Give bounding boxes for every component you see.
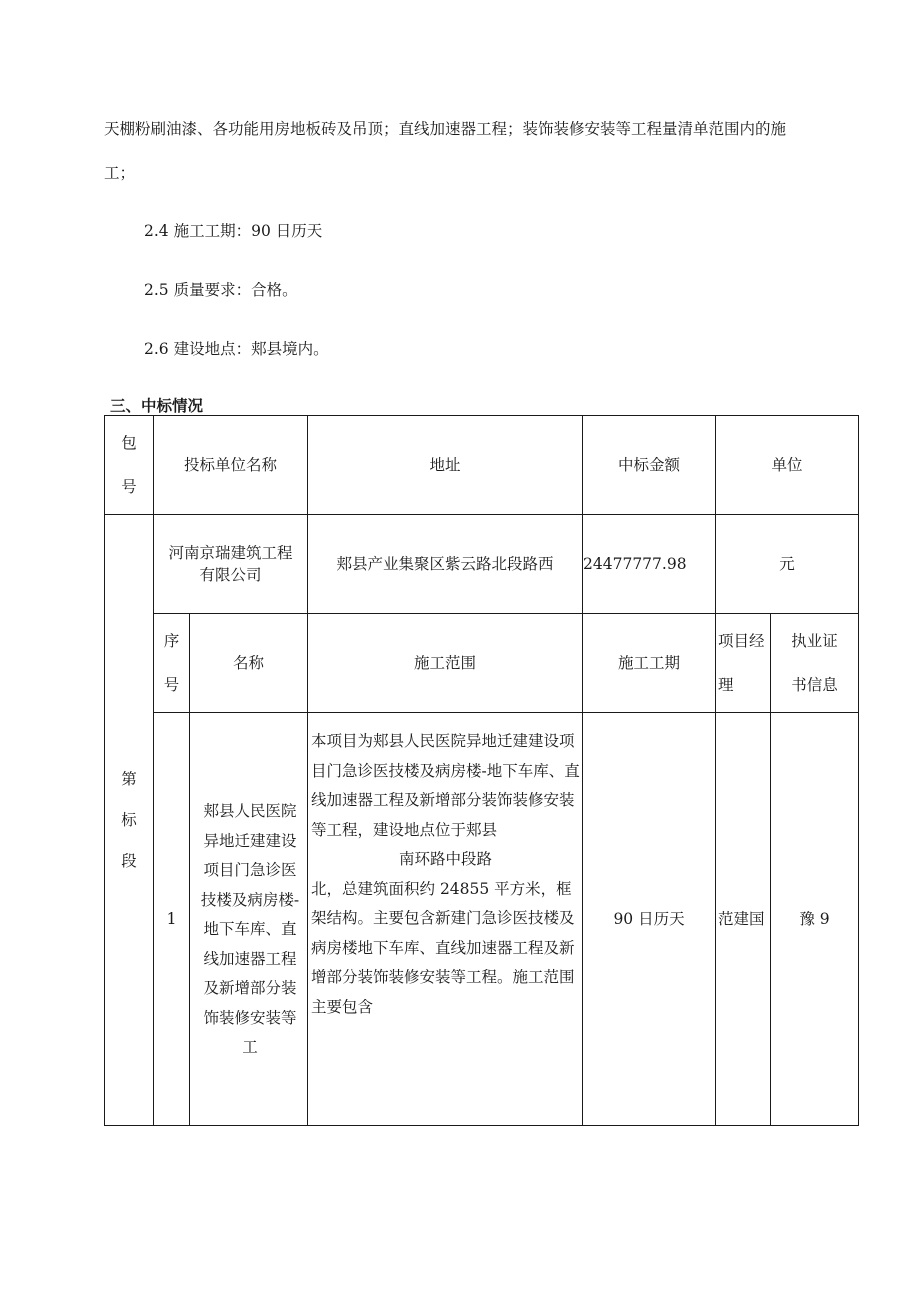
- winning-bid-table: [104, 415, 859, 1126]
- section-title: 三、中标情况: [110, 397, 204, 415]
- header-row: [105, 416, 859, 515]
- header-package: 包号: [105, 416, 154, 515]
- winner-amount: 24477777.98: [583, 515, 716, 614]
- header-bidder: 投标单位名称: [154, 416, 308, 515]
- header-address: 地址: [308, 416, 583, 515]
- detail-header-manager: 项目经理: [716, 614, 771, 713]
- detail-header-license: 执业证书信息: [771, 614, 859, 713]
- winner-address: 郏县产业集聚区紫云路北段路西: [308, 515, 583, 614]
- detail-scope: 本项目为郏县人民医院异地迁建建设项目门急诊医技楼及病房楼-地下车库、直线加速器工程及新增部分装饰装修安装等工程，建设地点位于郏县 南环路中段路 北，总建筑面积约 24855 平方米，框架结构。主要包含新建门急诊医技楼及病房楼地下车库、直线加速器工程及新增部分装饰装修安装等工程。施工范围主要包含: [308, 713, 583, 1126]
- winner-unit: 元: [716, 515, 859, 614]
- construction-period-text: 2.4 施工工期：90 日历天: [144, 222, 323, 240]
- section-label: 第标段: [105, 515, 154, 1126]
- header-amount: 中标金额: [583, 416, 716, 515]
- construction-location-text: 2.6 建设地点：郏县境内。: [144, 340, 329, 358]
- detail-seq: 1: [154, 713, 190, 1126]
- winner-bidder: 河南京瑞建筑工程有限公司: [154, 515, 308, 614]
- detail-header-row: [105, 614, 859, 713]
- detail-manager: 范建国: [716, 713, 771, 1126]
- quality-requirement-text: 2.5 质量要求：合格。: [144, 281, 298, 299]
- intro-line-1: 天棚粉刷油漆、各功能用房地板砖及吊顶；直线加速器工程；装饰装修安装等工程量清单范围内的施: [104, 120, 787, 138]
- detail-header-name: 名称: [190, 614, 308, 713]
- detail-row: [105, 713, 859, 1126]
- intro-line-1-continued: 工；: [104, 164, 136, 182]
- winner-row: [105, 515, 859, 614]
- detail-header-seq: 序号: [154, 614, 190, 713]
- header-unit: 单位: [716, 416, 859, 515]
- detail-header-period: 施工工期: [583, 614, 716, 713]
- detail-header-scope: 施工范围: [308, 614, 583, 713]
- detail-period: 90 日历天: [583, 713, 716, 1126]
- detail-license: 豫 9: [771, 713, 859, 1126]
- detail-name: 郏县人民医院异地迁建建设项目门急诊医技楼及病房楼-地下车库、直线加速器工程及新增部分装饰装修安装等工: [190, 713, 308, 1126]
